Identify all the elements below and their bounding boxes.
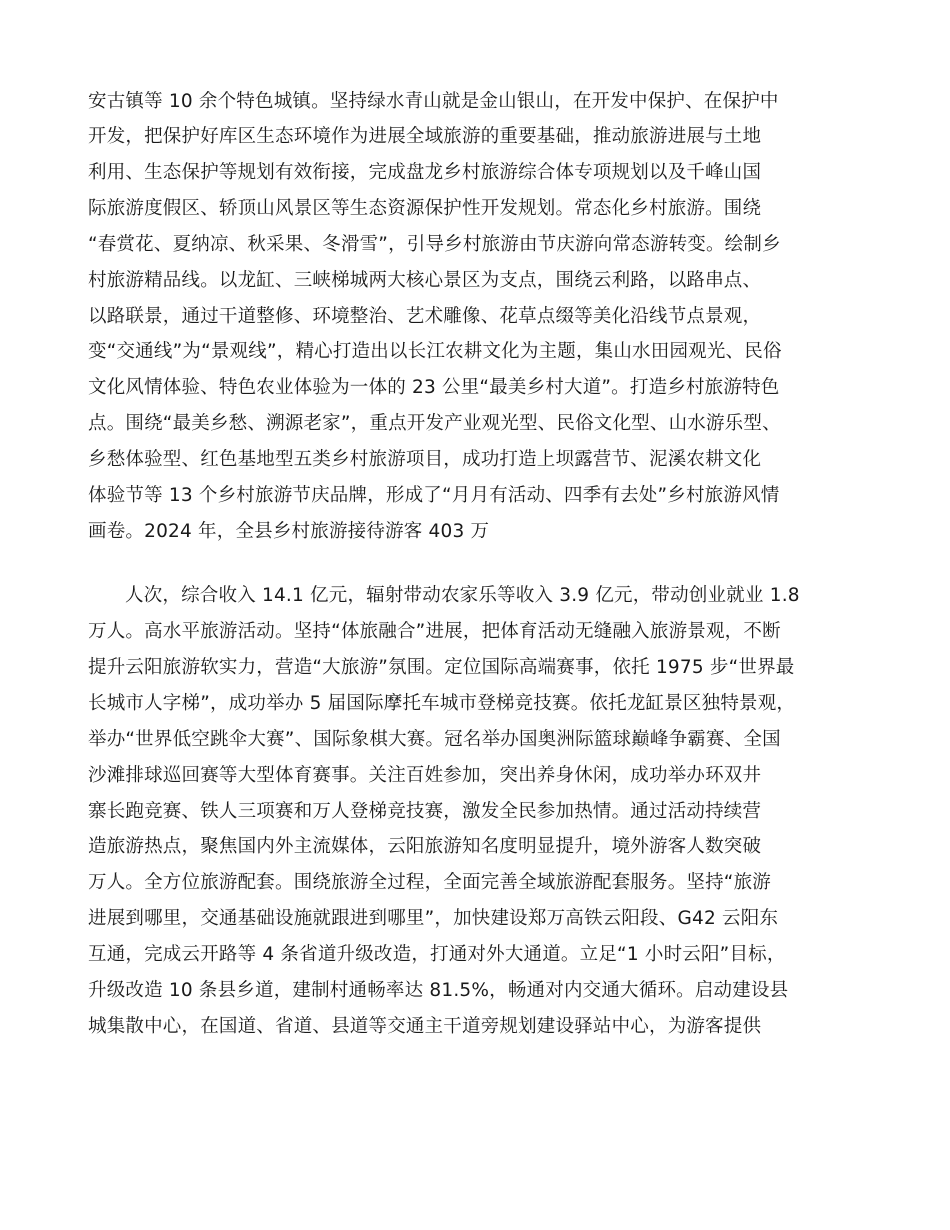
- text-line: 利用、生态保护等规划有效衔接，完成盘龙乡村旅游综合体专项规划以及千峰山国: [88, 162, 762, 183]
- text-line: 安古镇等 10 余个特色城镇。坚持绿水青山就是金山银山，在开发中保护、在保护中: [88, 91, 779, 112]
- text-line: 沙滩排球巡回赛等大型体育赛事。关注百姓参加，突出养身休闲，成功举办环双井: [88, 765, 762, 786]
- text-line: 画卷。2024 年，全县乡村旅游接待游客 403 万: [88, 521, 490, 542]
- text-line: 互通，完成云开路等 4 条省道升级改造，打通对外大通道。立足“1 小时云阳”目标，: [88, 944, 786, 965]
- text-line: 长城市人字梯”，成功举办 5 届国际摩托车城市登梯竞技赛。依托龙缸景区独特景观，: [88, 693, 796, 714]
- text-line: 万人。全方位旅游配套。围绕旅游全过程，全面完善全域旅游配套服务。坚持“旅游: [88, 872, 771, 893]
- text-line: 进展到哪里，交通基础设施就跟进到哪里”，加快建设郑万高铁云阳段、G42 云阳东: [88, 908, 779, 929]
- text-line: 寨长跑竞赛、铁人三项赛和万人登梯竞技赛，激发全民参加热情。通过活动持续营: [88, 801, 762, 822]
- text-line: 提升云阳旅游软实力，营造“大旅游”氛围。定位国际高端赛事，依托 1975 步“世界最: [88, 657, 795, 678]
- text-line: 开发，把保护好库区生态环境作为进展全域旅游的重要基础，推动旅游进展与土地: [88, 126, 762, 147]
- text-line: 乡愁体验型、红色基地型五类乡村旅游项目，成功打造上坝露营节、泥溪农耕文化: [88, 449, 762, 470]
- text-line: 人次，综合收入 14.1 亿元，辐射带动农家乐等收入 3.9 亿元，带动创业就业 1.8: [125, 585, 800, 606]
- text-line: 文化风情体验、特色农业体验为一体的 23 公里“最美乡村大道”。打造乡村旅游特色: [88, 377, 780, 398]
- text-line: 升级改造 10 条县乡道，建制村通畅率达 81.5%，畅通对内交通大循环。启动建设县: [88, 980, 789, 1001]
- text-line: 以路联景，通过干道整修、环境整治、艺术雕像、花草点缀等美化沿线节点景观，: [88, 306, 762, 327]
- text-line: 城集散中心，在国道、省道、县道等交通主干道旁规划建设驿站中心，为游客提供: [88, 1016, 762, 1037]
- text-line: 万人。高水平旅游活动。坚持“体旅融合”进展，把体育活动无缝融入旅游景观，不断: [88, 621, 781, 642]
- text-line: 变“交通线”为“景观线”，精心打造出以长江农耕文化为主题，集山水田园观光、民俗: [88, 341, 782, 362]
- text-line: 际旅游度假区、轿顶山风景区等生态资源保护性开发规划。常态化乡村旅游。围绕: [88, 198, 762, 219]
- text-line: “春赏花、夏纳凉、秋采果、冬滑雪”，引导乡村旅游由节庆游向常态游转变。绘制乡: [88, 234, 781, 255]
- text-line: 举办“世界低空跳伞大赛”、国际象棋大赛。冠名举办国奥洲际篮球巅峰争霸赛、全国: [88, 729, 781, 750]
- text-line: 村旅游精品线。以龙缸、三峡梯城两大核心景区为支点，围绕云利路，以路串点、: [88, 270, 762, 291]
- text-line: 造旅游热点，聚焦国内外主流媒体，云阳旅游知名度明显提升，境外游客人数突破: [88, 836, 762, 857]
- text-line: 体验节等 13 个乡村旅游节庆品牌，形成了“月月有活动、四季有去处”乡村旅游风情: [88, 485, 780, 506]
- text-line: 点。围绕“最美乡愁、溯源老家”，重点开发产业观光型、民俗文化型、山水游乐型、: [88, 413, 781, 434]
